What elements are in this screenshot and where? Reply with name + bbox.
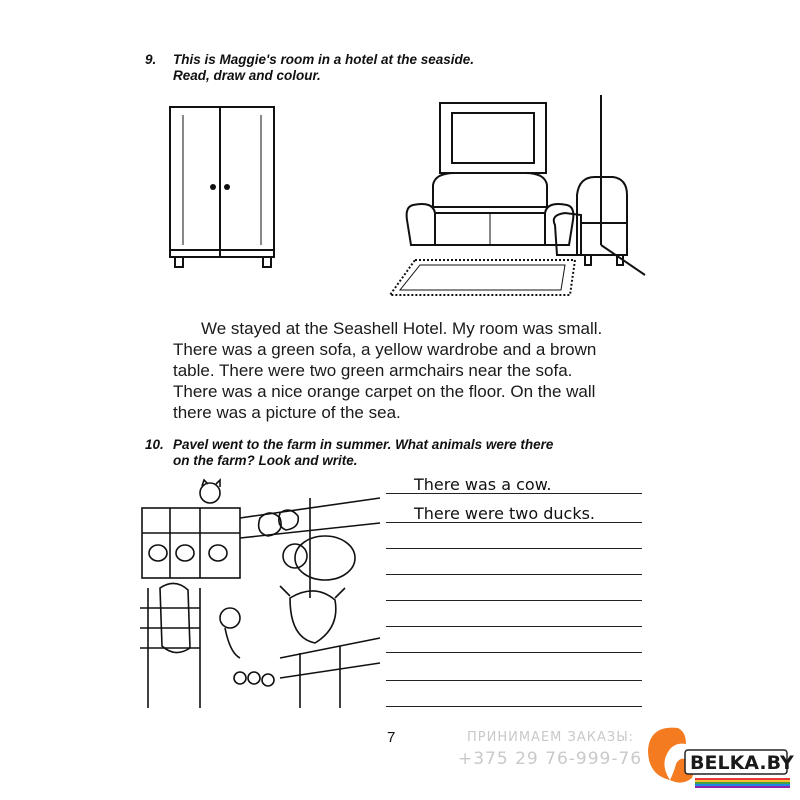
armchair [554, 177, 627, 265]
paragraph-line: there was a picture of the sea. [173, 403, 401, 422]
page-number: 7 [387, 729, 396, 746]
answer-line[interactable] [386, 600, 642, 601]
farm-illustration [140, 478, 380, 708]
task-9-title-line2: Read, draw and colour. [173, 68, 321, 83]
answer-line[interactable] [386, 652, 642, 653]
paragraph-line: There was a nice orange carpet on the floor. On the wall [173, 382, 596, 401]
logo-text: BELKA.BY [690, 752, 794, 774]
watermark-phone: +375 29 76-999-76 [458, 749, 643, 769]
answer-line[interactable] [386, 680, 642, 681]
paragraph-line: There was a green sofa, a yellow wardrobe and a brown [173, 340, 597, 359]
task-10-title-line2: on the farm? Look and write. [173, 453, 358, 468]
wall-picture [440, 103, 546, 173]
task-9-number: 9. [145, 52, 157, 67]
answer-line[interactable] [386, 706, 642, 707]
task-9-paragraph [173, 318, 653, 423]
task-10-title-line1: Pavel went to the farm in summer. What animals were there [173, 437, 554, 452]
task-9-title-line1: This is Maggie's room in a hotel at the seaside. [173, 52, 475, 67]
watermark-orders-label: ПРИНИМАЕМ ЗАКАЗЫ: [467, 730, 635, 745]
answer-line[interactable] [386, 548, 642, 549]
task-10-number: 10. [145, 437, 164, 452]
answer-line[interactable] [386, 626, 642, 627]
belka-logo[interactable] [640, 720, 794, 795]
room-illustration [395, 95, 655, 305]
answer-text-2: There were two ducks. [414, 504, 596, 523]
rug [390, 260, 575, 295]
paragraph-line: table. There were two green armchairs near the sofa. [173, 361, 573, 380]
answer-line[interactable] [386, 574, 642, 575]
paragraph-line: We stayed at the Seashell Hotel. My room was small. [201, 319, 603, 338]
answer-text-1: There was a cow. [414, 475, 552, 494]
sofa [407, 173, 574, 245]
wardrobe-illustration [165, 105, 285, 275]
rainbow-stripes [695, 778, 790, 788]
